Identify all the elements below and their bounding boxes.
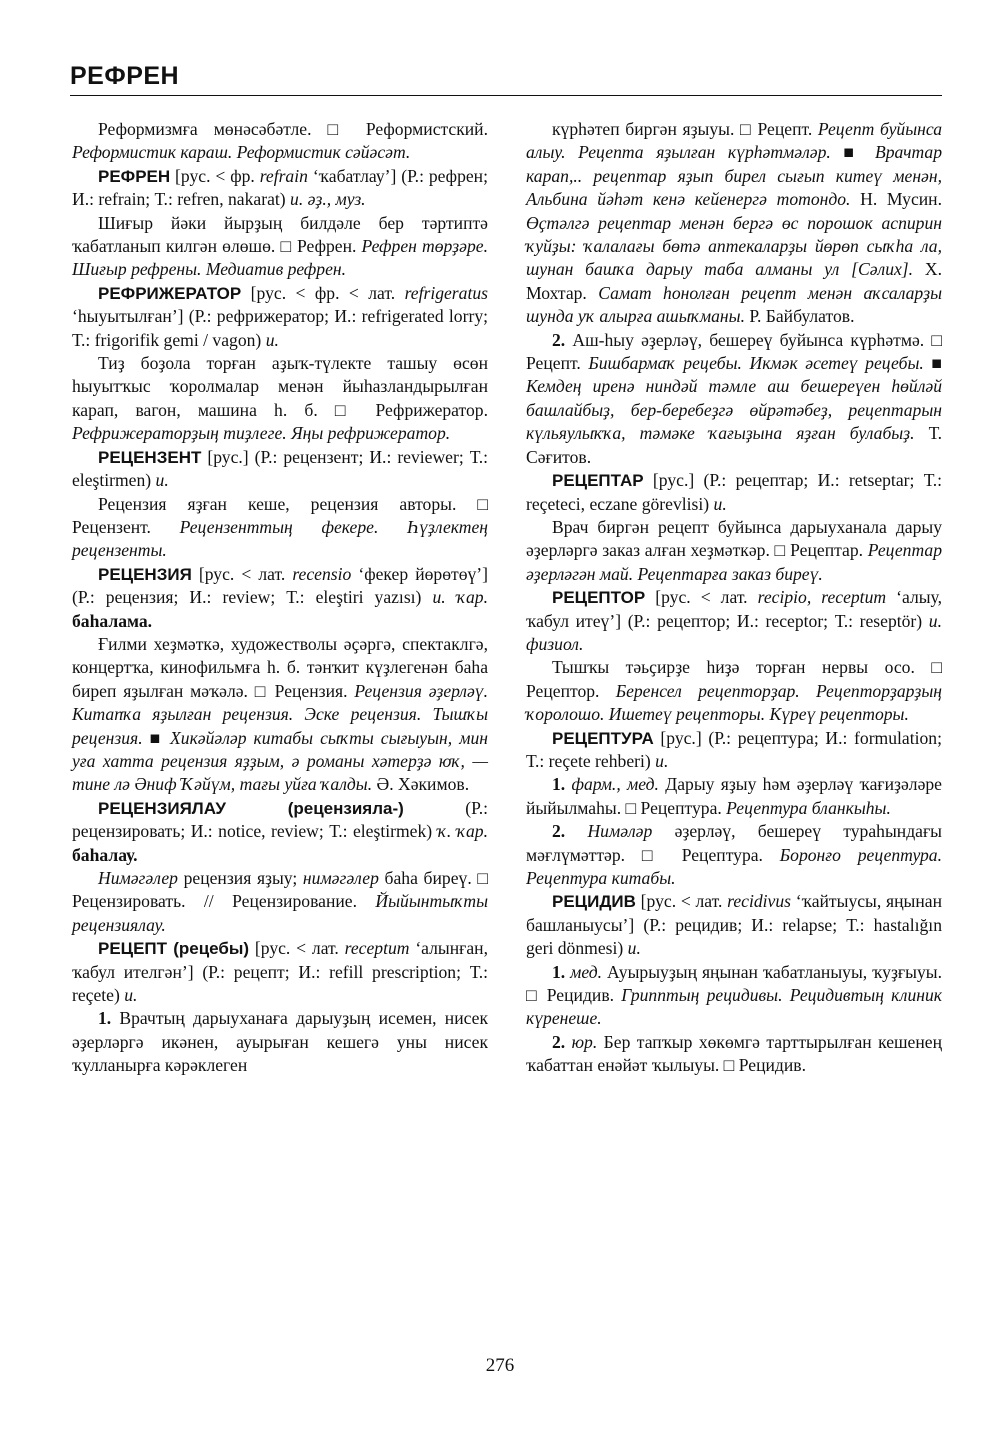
- dictionary-paragraph: Нимәгәлер рецензия яҙыу; нимәгәлер баһа биреү. □ Рецензировать. // Рецензирование. Йыйынтыҡты рецензиялау.: [72, 868, 488, 935]
- dictionary-paragraph: 2. Нимәләр әҙерләү, бешереү тураһындағы мәғлүмәттәр. □ Рецептура. Боронғо рецептура. Рецептура китабы.: [526, 821, 943, 888]
- dictionary-paragraph: күрһәтеп биргән яҙыуы. □ Рецепт. Рецепт буйынса алыу. Рецепта яҙылған күрһәтмәләр. ■ Врачтар карап,.. рецептар яҙып бирел сығып китеү менән, Альбина йәһәт кенә кейенергә тотондо. Н. Мусин. Өҫтәлгә рецептар менән бергә өс порошок аспирин ҡуйҙы: ҡалалағы бөтә аптекаларҙы йөрөп сыҡһа ла, шунан башҡа дарыу таба алманы ул [Сәлих]. Х. Мохтар. Самат һонолған рецепт менән аҡсаларҙы шунда уҡ алырға ашыҡманы. Р. Байбулатов.: [526, 119, 942, 327]
- dictionary-paragraph: Шиғыр йәки йырҙың билдәле бер тәртиптә ҡабатланып килгән өлөшө. □ Рефрен. Рефрен төрҙәре. Шиғыр рефрены. Медиатив рефрен.: [72, 212, 488, 280]
- dictionary-paragraph: 1. мед. Ауырыуҙың яңынан ҡабатланыуы, ҡуҙғыуы. □ Рецидив. Грипптың рецидивы. Рецидивтың клиник күренеше.: [526, 961, 942, 1029]
- dictionary-paragraph: РЕЦЕПТОР [рус. < лат. recipio, receptum ‘алыу, ҡабул итеү’] (Р.: рецептор; И.: receptor; Т.: reseptör) и. физиол.: [526, 587, 942, 654]
- dictionary-paragraph: РЕЦЕПТУРА [рус.] (Р.: рецептура; И.: formulation; Т.: reçete rehberi) и.: [526, 727, 942, 771]
- right-column: [526, 118, 942, 1078]
- page-number: 276: [485, 1355, 515, 1376]
- dictionary-paragraph: Тиҙ боҙола торған аҙыҡ-түлекте ташыу өсөн һыуытҡыс ҡоролмалар менән йыһазландырылған карап, вагон, машина һ. б. □ Рефрижератор. Рефрижераторҙың тиҙлеге. Яңы рефрижератор.: [72, 353, 488, 444]
- dictionary-paragraph: РЕФРИЖЕРАТОР [рус. < фр. < лат. refrigeratus ‘һыуытылған’] (Р.: рефрижератор; И.: refrigerated lorry; Т.: frigorifik gemi / vagon) и.: [72, 282, 488, 350]
- dictionary-paragraph: РЕФРЕН [рус. < фр. refrain ‘ҡабатлау’] (Р.: рефрен; И.: refrain; Т.: refren, nakarat) и. әҙ., муз.: [72, 165, 488, 210]
- dictionary-paragraph: 2. Аш-һыу әҙерләү, бешереү буйынса күрһәтмә. □ Рецепт. Бишбармаҡ рецебы. Икмәк әсетеү рецебы. ■ Кемдең иренә ниндәй тәмле аш бешереүен һөйләй башлайбыҙ, бер-беребеҙгә өйрәтәбеҙ, рецептарын күльяулыҡҡа, тәмәке ҡағыҙына яҙған булабыҙ. Т. Сәғитов.: [526, 329, 942, 467]
- dictionary-paragraph: РЕЦЕПТАР [рус.] (Р.: рецептар; И.: retseptar; Т.: reçeteci, eczane görevlisi) и.: [526, 470, 942, 514]
- header-rule: [70, 95, 942, 96]
- dictionary-paragraph: Врач биргән рецепт буйынса дарыуханала дарыу әҙерләргә заказ алған хеҙмәткәр. □ Рецептар. Рецептар әҙерләгән май. Рецептарға заказ биреү.: [526, 516, 942, 584]
- dictionary-paragraph: РЕЦЕНЗЕНТ [рус.] (Р.: рецензент; И.: reviewer; Т.: eleştirmen) и.: [72, 446, 488, 491]
- dictionary-paragraph: РЕЦЕПТ (рецебы) [рус. < лат. receptum ‘алынған, ҡабул ителгән’] (Р.: рецепт; И.: refill prescription; Т.: reçete) и.: [72, 938, 489, 1006]
- dictionary-paragraph: РЕЦЕНЗИЯЛАУ (рецензияла-) (Р.: рецензировать; И.: notice, review; Т.: eleştirmek) ҡ. ҡар. баһалау.: [72, 797, 488, 865]
- dictionary-paragraph: 2. юр. Бер тапҡыр хөкөмгә тарттырылған кешенең ҡабаттан енәйәт ҡылыуы. □ Рецидив.: [526, 1031, 943, 1076]
- dictionary-paragraph: 1. фарм., мед. Дарыу яҙыу һәм әҙерләү ҡағиҙәләре йыйылмаһы. □ Рецептура. Рецептура бланкыһы.: [526, 774, 942, 818]
- left-column: [72, 118, 488, 1078]
- dictionary-paragraph: Рецензия яҙған кеше, рецензия авторы. □ Рецензент. Рецензенттың фекере. Һүҙлектең рецензенты.: [72, 493, 488, 561]
- dictionary-paragraph: Тышҡы тәьҫирҙе һиҙә торған нервы осо. □ Рецептор. Беренсел рецепторҙар. Рецепторҙарҙың ҡоролошо. Ишетеү рецепторы. Күреү рецепторы.: [526, 657, 942, 725]
- running-head: РЕФРЕН: [70, 62, 180, 90]
- dictionary-paragraph: РЕЦИДИВ [рус. < лат. recidivus ‘ҡайтыусы, яңынан башланыусы’] (Р.: рецидив; И.: relapse; Т.: hastalığın geri dönmesi) и.: [526, 891, 942, 959]
- dictionary-paragraph: РЕЦЕНЗИЯ [рус. < лат. recensio ‘фекер йөрөтөү’] (Р.: рецензия; И.: review; Т.: eleştiri yazısı) и. ҡар. баһалама.: [72, 563, 489, 631]
- dictionary-paragraph: Реформизмға мөнәсәбәтле. □ Реформистский. Реформистик караш. Реформистик сәйәсәт.: [72, 119, 488, 163]
- dictionary-paragraph: 1. Врачтың дарыуханаға дарыуҙың исемен, нисек әҙерләргә икәнен, ауырыған кешегә уны нисек ҡулланырға кәрәклеген: [72, 1008, 488, 1076]
- dictionary-paragraph: Ғилми хеҙмәткә, художестволы әҫәргә, спектаклгә, концертҡа, кинофильмға һ. б. тәнҡит күҙлегенән баһа биреп яҙылған мәҡәлә. □ Рецензия. Рецензия әҙерләү. Китапҡа яҙылған рецензия. Эске рецензия. Тышҡы рецензия. ■ Хикәйәләр китабы сыҡты сығыуын, мин уға хатта рецензия яҙҙым, ә романы хәтерҙә юҡ, — тине лә Әниф Ҡәйүм, тағы уйға ҡалды. Ә. Хәкимов.: [72, 633, 488, 795]
